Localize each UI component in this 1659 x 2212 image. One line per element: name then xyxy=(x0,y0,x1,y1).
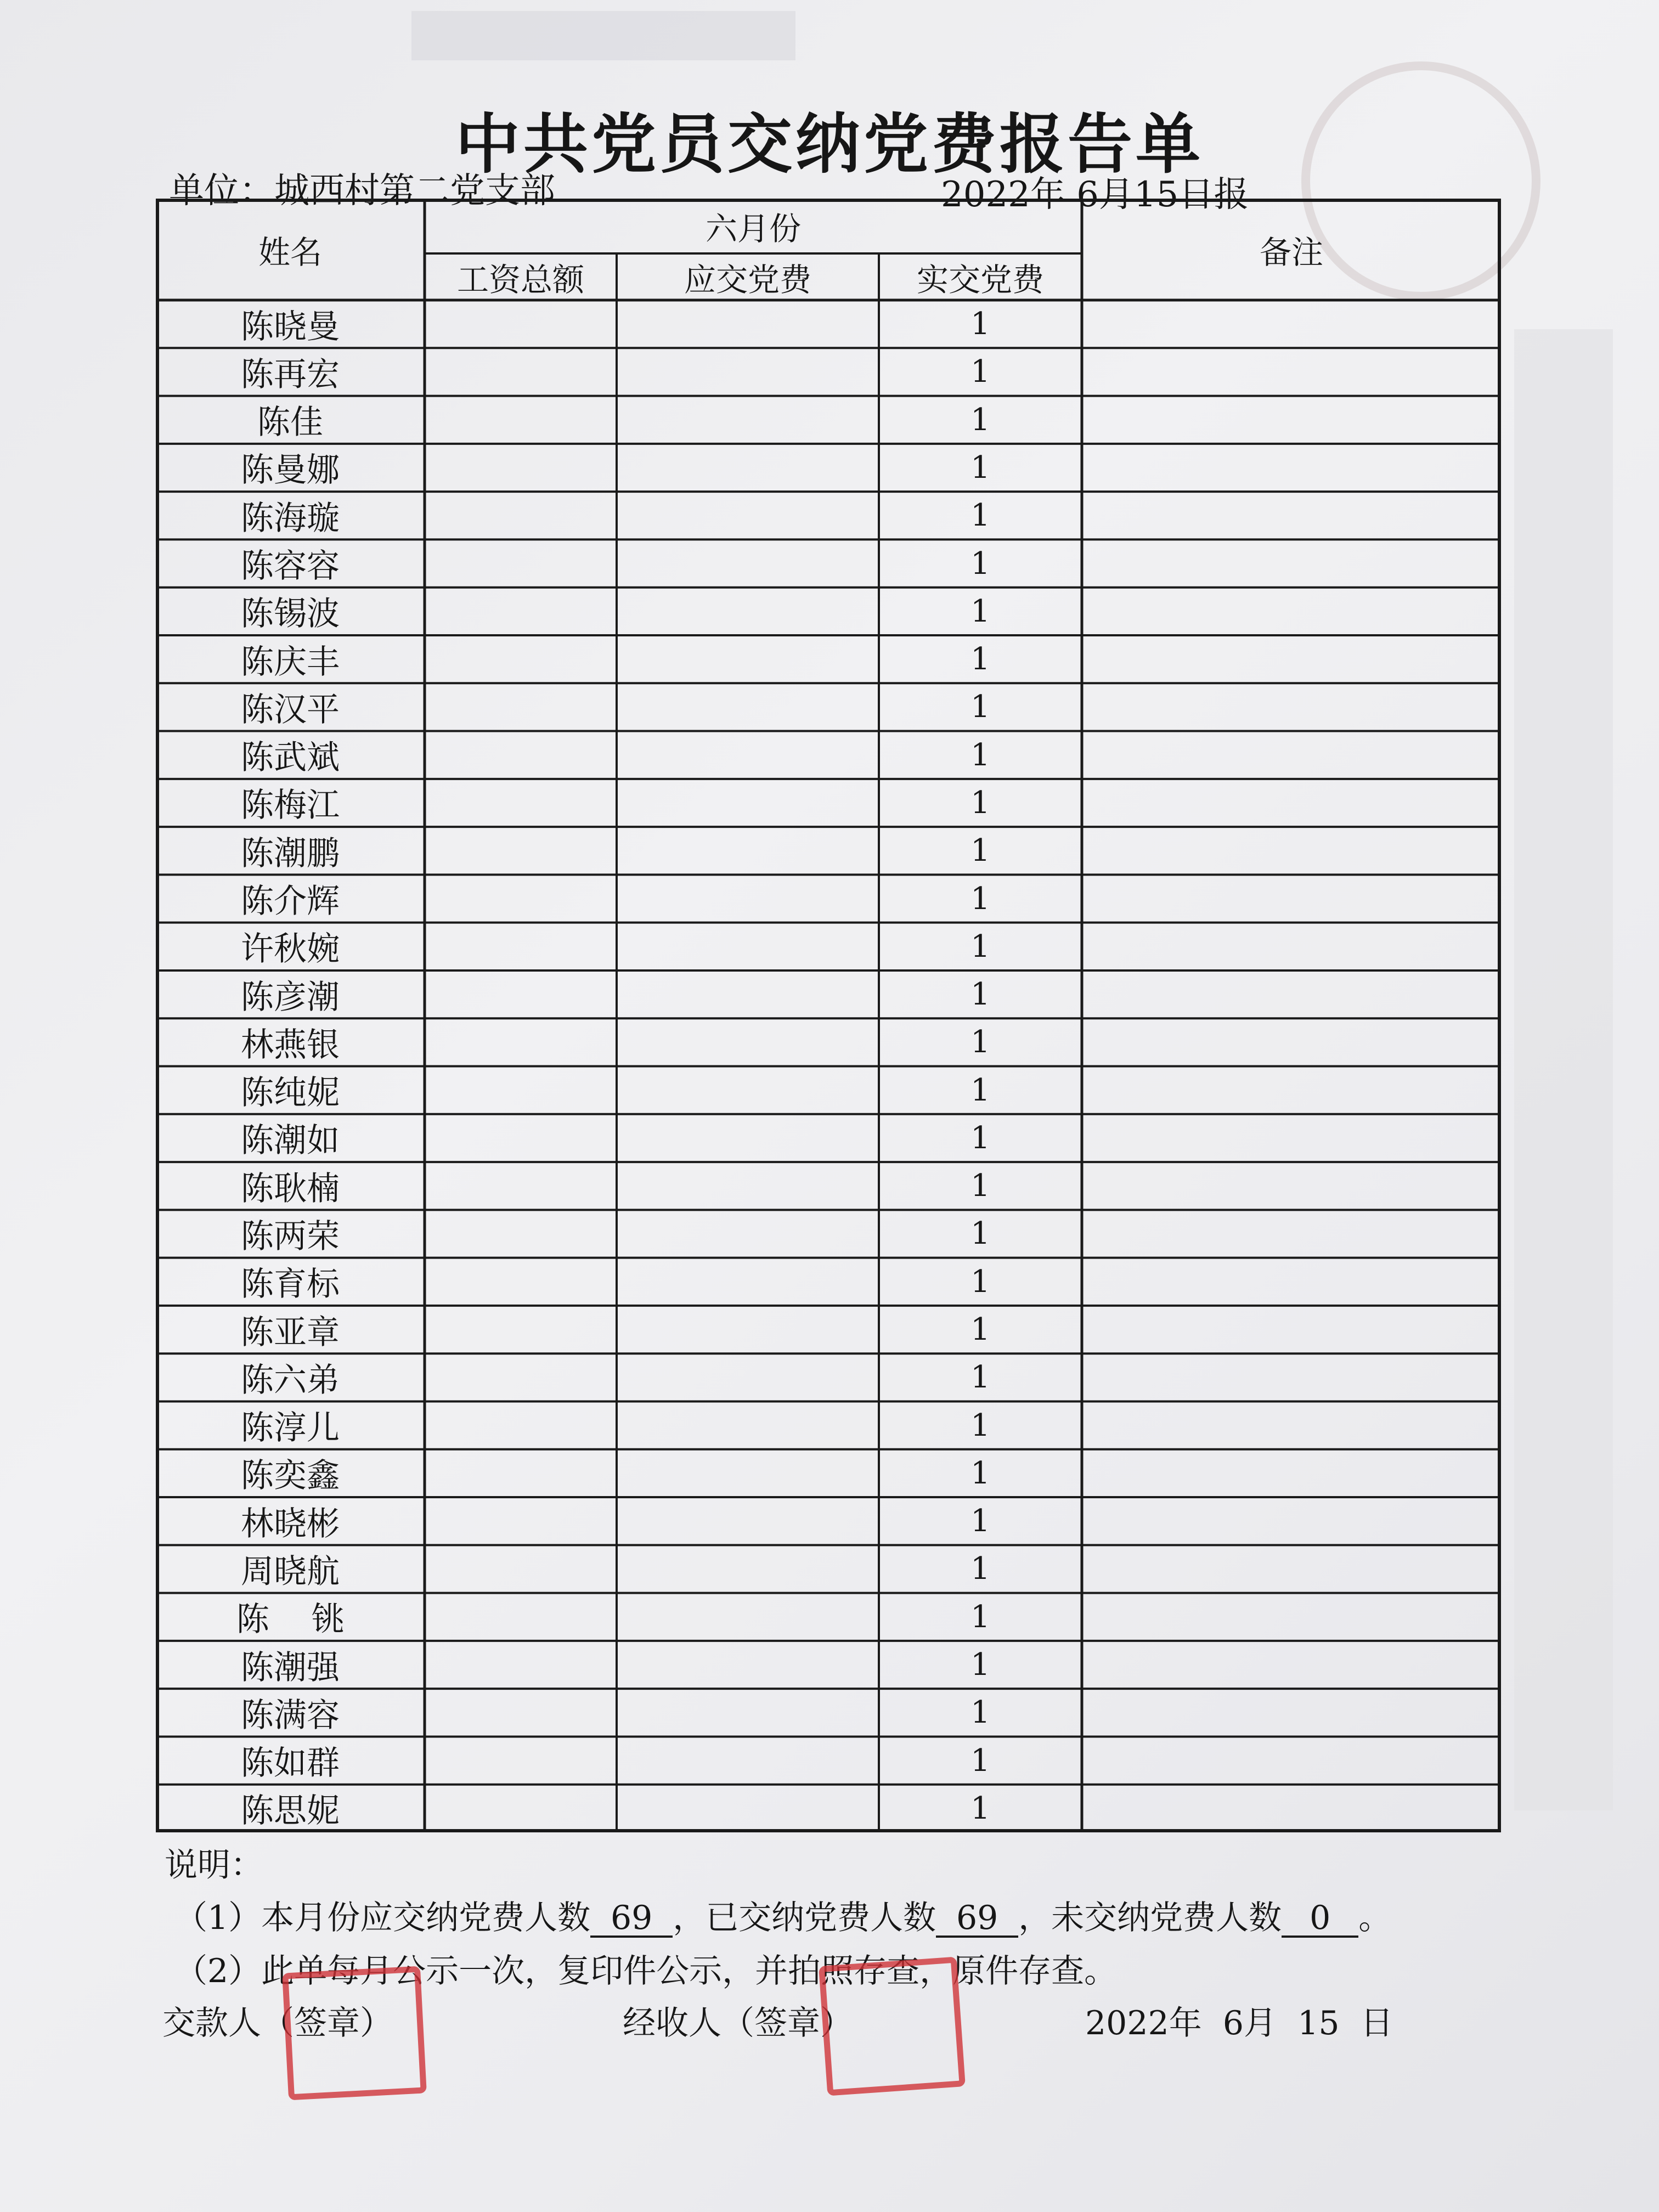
member-name: 陈潮鹏 xyxy=(241,834,340,873)
due-count: 69 xyxy=(590,1901,673,1938)
member-name: 陈纯妮 xyxy=(241,1074,340,1113)
dues-paid-value: 1 xyxy=(970,737,990,773)
member-name: 周晓航 xyxy=(241,1552,340,1591)
unpaid-count: 0 xyxy=(1282,1901,1358,1938)
dues-table xyxy=(156,199,1501,1832)
dues-paid-value: 1 xyxy=(970,641,990,678)
notes-line-1 xyxy=(174,1892,1391,1939)
payer-seal-stamp xyxy=(282,1966,427,2101)
dues-paid-value: 1 xyxy=(970,785,990,821)
dues-paid-value: 1 xyxy=(970,1120,990,1156)
notes-line-1-a: （1）本月份应交纳党费人数 xyxy=(174,1899,591,1937)
header-dues-paid: 实交党费 xyxy=(916,261,1044,298)
member-name: 陈满容 xyxy=(241,1696,340,1735)
dues-paid-value: 1 xyxy=(970,306,990,342)
member-name: 陈佳 xyxy=(257,403,323,442)
member-name: 林晓彬 xyxy=(241,1504,340,1543)
member-name: 陈六弟 xyxy=(241,1361,340,1400)
dues-paid-value: 1 xyxy=(970,1072,990,1108)
dues-paid-value: 1 xyxy=(970,833,990,869)
payer-signature-label: 交款人（签章） xyxy=(162,2004,393,2042)
signature-date: 2022年 6月 15 日 xyxy=(1085,2004,1393,2042)
receiver-signature-label: 经收人（签章） xyxy=(623,2004,853,2042)
notes-line-2: （2）此单每月公示一次，复印件公示，并拍照存查，原件存查。 xyxy=(174,1952,1118,1990)
member-name: 陈武斌 xyxy=(241,738,340,777)
member-name: 陈晓曼 xyxy=(241,307,340,346)
notes-line-1-d: 。 xyxy=(1358,1899,1392,1937)
report-date: 2022年 6月15日报 xyxy=(941,174,1249,215)
member-name: 陈 铫 xyxy=(236,1600,345,1639)
dues-paid-value: 1 xyxy=(970,928,990,964)
dues-paid-value: 1 xyxy=(970,545,990,582)
member-name: 陈锡波 xyxy=(241,595,340,634)
dues-paid-value: 1 xyxy=(970,1647,990,1683)
unit-line: 单位：城西村第二党支部 xyxy=(169,171,555,211)
header-salary-total: 工资总额 xyxy=(456,261,584,298)
member-name: 陈奕鑫 xyxy=(241,1457,340,1496)
dues-paid-value: 1 xyxy=(970,498,990,534)
dues-paid-value: 1 xyxy=(970,402,990,438)
dues-paid-value: 1 xyxy=(970,1407,990,1443)
member-name: 陈两荣 xyxy=(241,1217,340,1256)
member-name: 陈再宏 xyxy=(241,355,340,394)
header-remarks: 备注 xyxy=(1259,233,1323,271)
dues-paid-value: 1 xyxy=(970,449,990,486)
member-name: 陈梅江 xyxy=(241,786,340,825)
notes-line-1-c: ，未交纳党费人数 xyxy=(1018,1899,1282,1937)
member-name: 陈淳儿 xyxy=(241,1409,340,1448)
member-name: 陈汉平 xyxy=(241,690,340,729)
dues-paid-value: 1 xyxy=(970,977,990,1013)
dues-paid-value: 1 xyxy=(970,1168,990,1204)
dues-paid-value: 1 xyxy=(970,1503,990,1539)
dues-paid-value: 1 xyxy=(970,1695,990,1731)
member-name: 陈亚章 xyxy=(241,1313,340,1352)
dues-paid-value: 1 xyxy=(970,1359,990,1396)
member-name: 陈思妮 xyxy=(241,1792,340,1831)
member-name: 陈如群 xyxy=(241,1744,340,1783)
dues-paid-value: 1 xyxy=(970,1024,990,1060)
member-name: 陈潮强 xyxy=(241,1648,340,1687)
member-name: 陈潮如 xyxy=(241,1121,340,1160)
dues-paid-value: 1 xyxy=(970,1790,990,1826)
dues-paid-value: 1 xyxy=(970,1216,990,1252)
dues-paid-value: 1 xyxy=(970,354,990,390)
dues-paid-value: 1 xyxy=(970,689,990,725)
header-month: 六月份 xyxy=(705,210,801,247)
member-name: 陈彦潮 xyxy=(241,978,340,1017)
dues-paid-value: 1 xyxy=(970,1742,990,1779)
dues-paid-value: 1 xyxy=(970,1455,990,1491)
dues-paid-value: 1 xyxy=(970,593,990,629)
notes-line-1-b: ，已交纳党费人数 xyxy=(673,1899,936,1937)
dues-paid-value: 1 xyxy=(970,1599,990,1635)
member-name: 陈海璇 xyxy=(241,499,340,538)
notes-heading: 说明： xyxy=(165,1846,263,1884)
header-dues-owed: 应交党费 xyxy=(684,261,811,298)
member-name: 陈介辉 xyxy=(241,882,340,921)
header-name: 姓名 xyxy=(258,233,322,271)
dues-paid-value: 1 xyxy=(970,1263,990,1300)
receiver-seal-stamp xyxy=(819,1956,966,2096)
dues-paid-value: 1 xyxy=(970,1551,990,1587)
dues-paid-value: 1 xyxy=(970,881,990,917)
member-name: 陈耿楠 xyxy=(241,1169,340,1208)
dues-paid-value: 1 xyxy=(970,1312,990,1348)
paid-count: 69 xyxy=(936,1901,1018,1938)
member-name: 陈育标 xyxy=(241,1265,340,1304)
member-name: 陈曼娜 xyxy=(241,451,340,490)
member-name: 林燕银 xyxy=(241,1025,340,1064)
member-name: 许秋婉 xyxy=(241,930,340,969)
member-name: 陈容容 xyxy=(241,547,340,586)
member-name: 陈庆丰 xyxy=(241,642,340,681)
document-title: 中共党员交纳党费报告单 xyxy=(455,106,1204,182)
